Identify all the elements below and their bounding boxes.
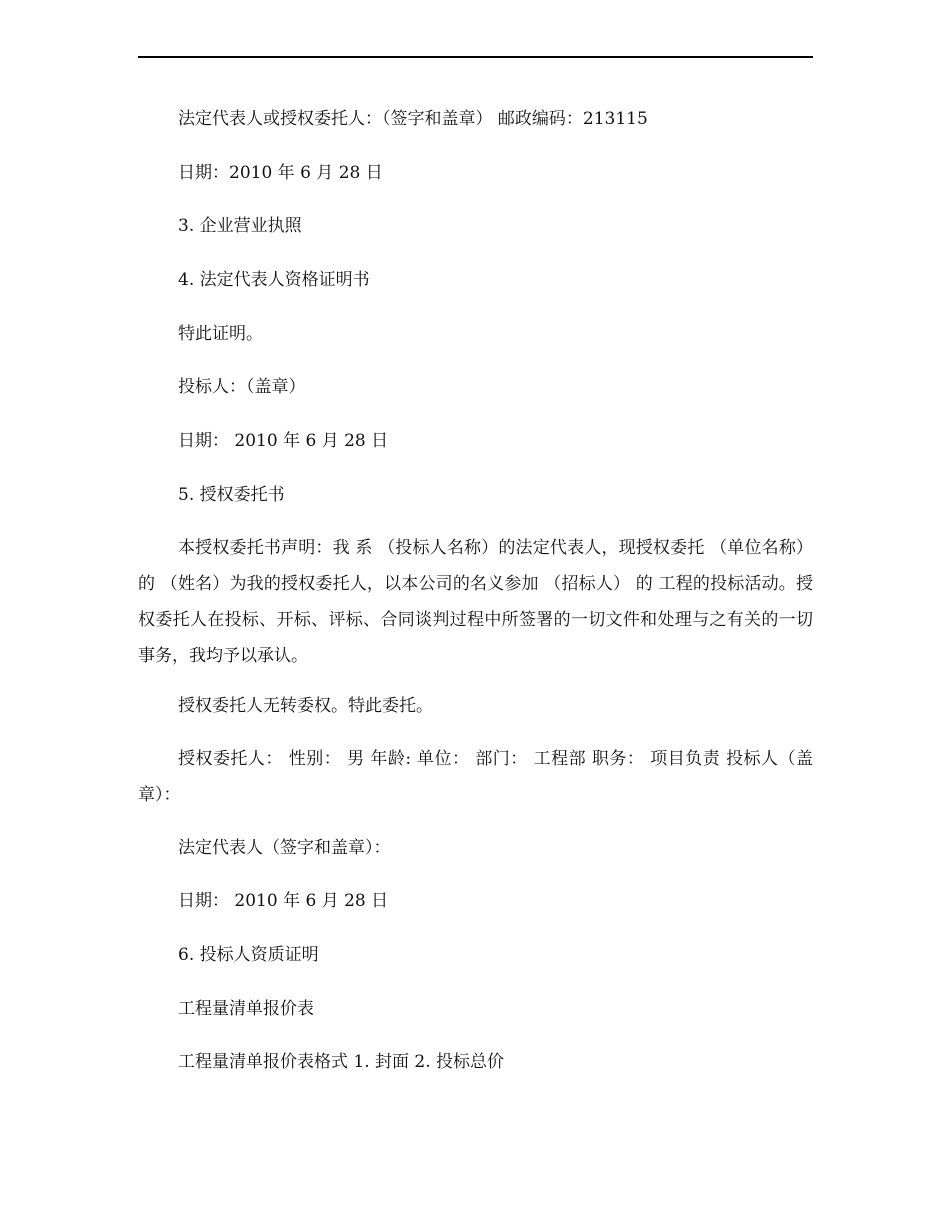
heading-power-of-attorney: 5. 授权委托书 xyxy=(178,485,285,505)
paragraph-hereby-certify: 特此证明。 xyxy=(178,324,263,344)
paragraph-attorney-statement: 本授权委托书声明：我 系 （投标人名称）的法定代表人，现授权委托 （单位名称）的 （姓名）为我的授权委托人，以本公司的名义参加 （招标人） 的 工程的投标活动。授权委托人在投标、开标、评标、合同谈判过程中所签署的一切文件和处理与之有关的一切事务，我均予以承认。 xyxy=(138,538,813,666)
heading-qualification-proof: 6. 投标人资质证明 xyxy=(178,945,319,965)
header-rule xyxy=(138,56,813,58)
paragraph-attorney-details: 授权委托人： 性别： 男 年龄: 单位： 部门： 工程部 职务： 项目负责 投标人（盖章）： xyxy=(138,749,813,805)
paragraph-bidder-seal: 投标人：（盖章） xyxy=(178,377,306,397)
paragraph-no-sub-delegation: 授权委托人无转委权。特此委托。 xyxy=(178,696,433,716)
paragraph-date-1: 日期：2010 年 6 月 28 日 xyxy=(178,163,383,183)
heading-bill-of-quantities: 工程量清单报价表 xyxy=(178,999,314,1019)
paragraph-date-3: 日期： 2010 年 6 月 28 日 xyxy=(178,891,389,911)
paragraph-legal-rep-signature: 法定代表人（签字和盖章）： xyxy=(178,838,391,858)
paragraph-bill-format: 工程量清单报价表格式 1. 封面 2. 投标总价 xyxy=(178,1052,505,1072)
paragraph-signature-postcode: 法定代表人或授权委托人：（签字和盖章） 邮政编码：213115 xyxy=(178,109,648,129)
paragraph-date-2: 日期： 2010 年 6 月 28 日 xyxy=(178,431,389,451)
heading-business-license: 3. 企业营业执照 xyxy=(178,216,302,236)
heading-legal-rep-certificate: 4. 法定代表人资格证明书 xyxy=(178,270,370,290)
